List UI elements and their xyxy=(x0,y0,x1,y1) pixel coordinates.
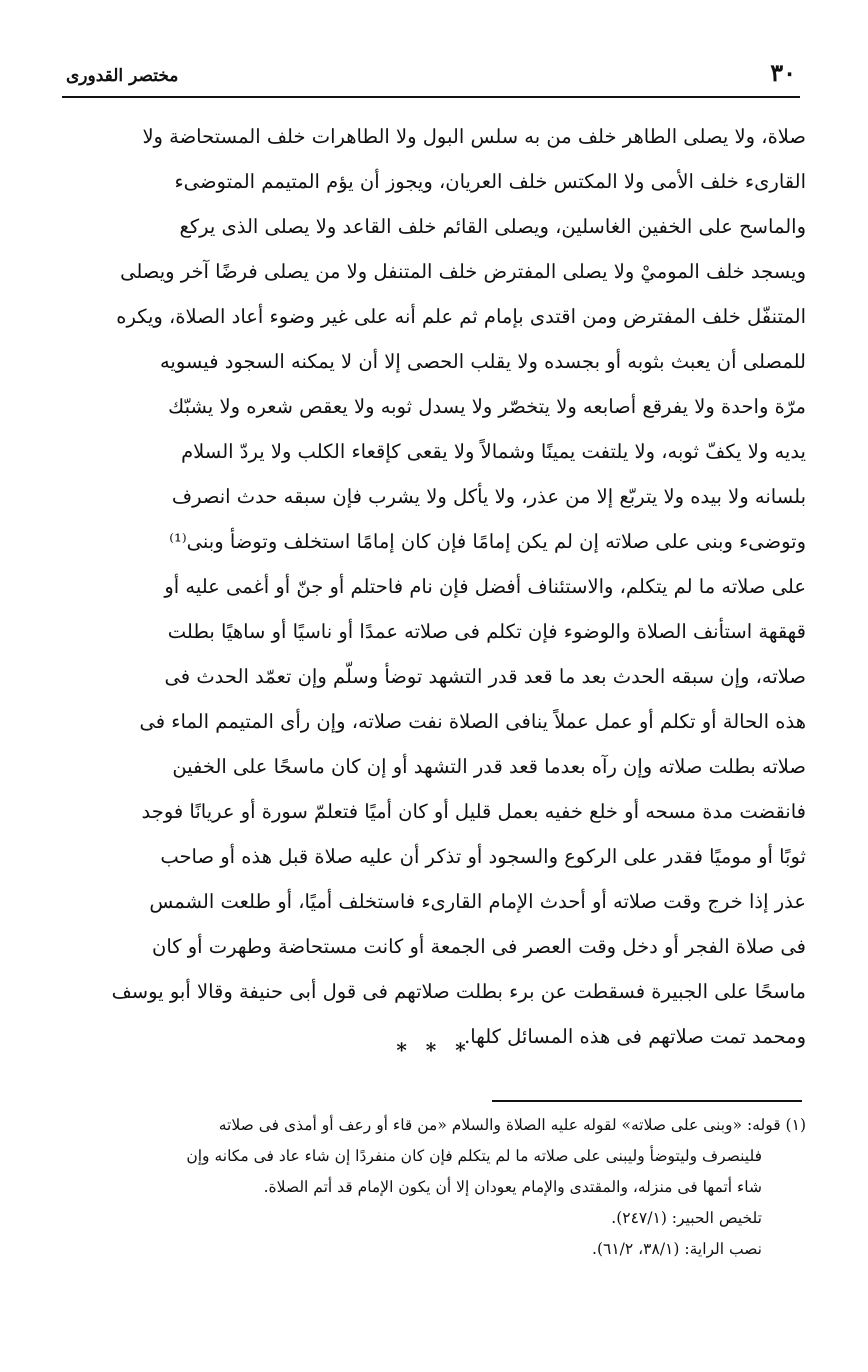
body-line: المتنفّل خلف المفترض ومن اقتدى بإمام ثم علم أنه على غير وضوء أعاد الصلاة، ويكره xyxy=(116,305,806,328)
body-line: قهقهة استأنف الصلاة والوضوء فإن تكلم فى صلاته عمدًا أو ناسيًا أو ساهيًا بطلت xyxy=(167,620,806,643)
body-line: وتوضىء وبنى على صلاته إن لم يكن إمامًا فإن كان إمامًا استخلف وتوضأ وبنى⁽¹⁾ xyxy=(169,530,806,553)
body-line: للمصلى أن يعبث بثوبه أو بجسده ولا يقلب الحصى إلا أن لا يمكنه السجود فيسويه xyxy=(159,350,806,373)
body-line: ويسجد خلف الموميْ ولا يصلى المفترض خلف المتنفل ولا من يصلى فرضًا آخر ويصلى xyxy=(120,260,806,283)
page-number: ٣٠ xyxy=(770,58,796,87)
body-text xyxy=(66,114,806,1059)
body-line: فانقضت مدة مسحه أو خلع خفيه بعمل قليل أو كان أميًا فتعلمّ سورة أو عريانًا فوجد xyxy=(141,800,806,823)
body-line: صلاة، ولا يصلى الطاهر خلف من به سلس البول ولا الطاهرات خلف المستحاضة ولا xyxy=(142,125,806,148)
body-line: يديه ولا يكفّ ثوبه، ولا يلتفت يمينًا وشمالاً ولا يقعى كإقعاء الكلب ولا يردّ السلام xyxy=(181,440,806,463)
body-line: على صلاته ما لم يتكلم، والاستئناف أفضل فإن نام فاحتلم أو جنّ أو أغمى عليه أو xyxy=(164,575,806,598)
footnote-source: نصب الراية: (٣٨/١، ٦١/٢). xyxy=(592,1240,762,1258)
footnote-line: شاء أتمها فى منزله، والمقتدى والإمام يعودان إلا أن يكون الإمام قد أتم الصلاة. xyxy=(263,1178,762,1196)
footnote-line: فلينصرف وليتوضأ وليبنى على صلاته ما لم يتكلم فإن كان منفردًا إن شاء عاد فى مكانه وإن xyxy=(186,1147,762,1165)
body-line: ثوبًا أو موميًا فقدر على الركوع والسجود أو تذكر أن عليه صلاة قبل هذه أو صاحب xyxy=(160,845,806,868)
body-line: بلسانه ولا بيده ولا يتربّع إلا من عذر، ولا يأكل ولا يشرب فإن سبقه حدث انصرف xyxy=(171,485,806,508)
footnote-line: (١) قوله: «وبنى على صلاته» لقوله عليه الصلاة والسلام «من قاء أو رعف أو أمذى فى صلاته xyxy=(218,1116,806,1134)
body-line: القارىء خلف الأمى ولا المكتس خلف العريان، ويجوز أن يؤم المتيمم المتوضىء xyxy=(174,170,806,193)
body-line: مرّة واحدة ولا يفرقع أصابعه ولا يتخصّر ولا يسدل ثوبه ولا يعقص شعره ولا يشبّك xyxy=(168,395,806,418)
footnote-rule xyxy=(492,1100,802,1102)
body-line: ومحمد تمت صلاتهم فى هذه المسائل كلها. xyxy=(464,1025,806,1048)
body-line: صلاته، وإن سبقه الحدث بعد ما قعد قدر التشهد توضأ وسلّم وإن تعمّد الحدث فى xyxy=(164,665,806,688)
footnote-source: تلخيص الحبير: (٢٤٧/١). xyxy=(611,1209,762,1227)
section-separator: * * * xyxy=(396,1038,472,1062)
page-header xyxy=(62,52,800,98)
footnotes xyxy=(62,1110,806,1265)
body-line: ماسحًا على الجبيرة فسقطت عن برء بطلت صلاتهم فى قول أبى حنيفة وقالا أبو يوسف xyxy=(111,980,806,1003)
body-line: صلاته بطلت صلاته وإن رآه بعدما قعد قدر التشهد أو إن كان ماسحًا على الخفين xyxy=(172,755,806,778)
body-line: فى صلاة الفجر أو دخل وقت العصر فى الجمعة أو كانت مستحاضة وطهرت أو كان xyxy=(152,935,806,958)
running-title: مختصر القدورى xyxy=(66,66,179,86)
body-line: عذر إذا خرج وقت صلاته أو أحدث الإمام القارىء فاستخلف أميًا، أو طلعت الشمس xyxy=(149,890,806,913)
body-line: والماسح على الخفين الغاسلين، ويصلى القائم خلف القاعد ولا يصلى الذى يركع xyxy=(179,215,806,238)
body-line: هذه الحالة أو تكلم أو عمل عملاً ينافى الصلاة نفت صلاته، وإن رأى المتيمم الماء فى xyxy=(139,710,806,733)
